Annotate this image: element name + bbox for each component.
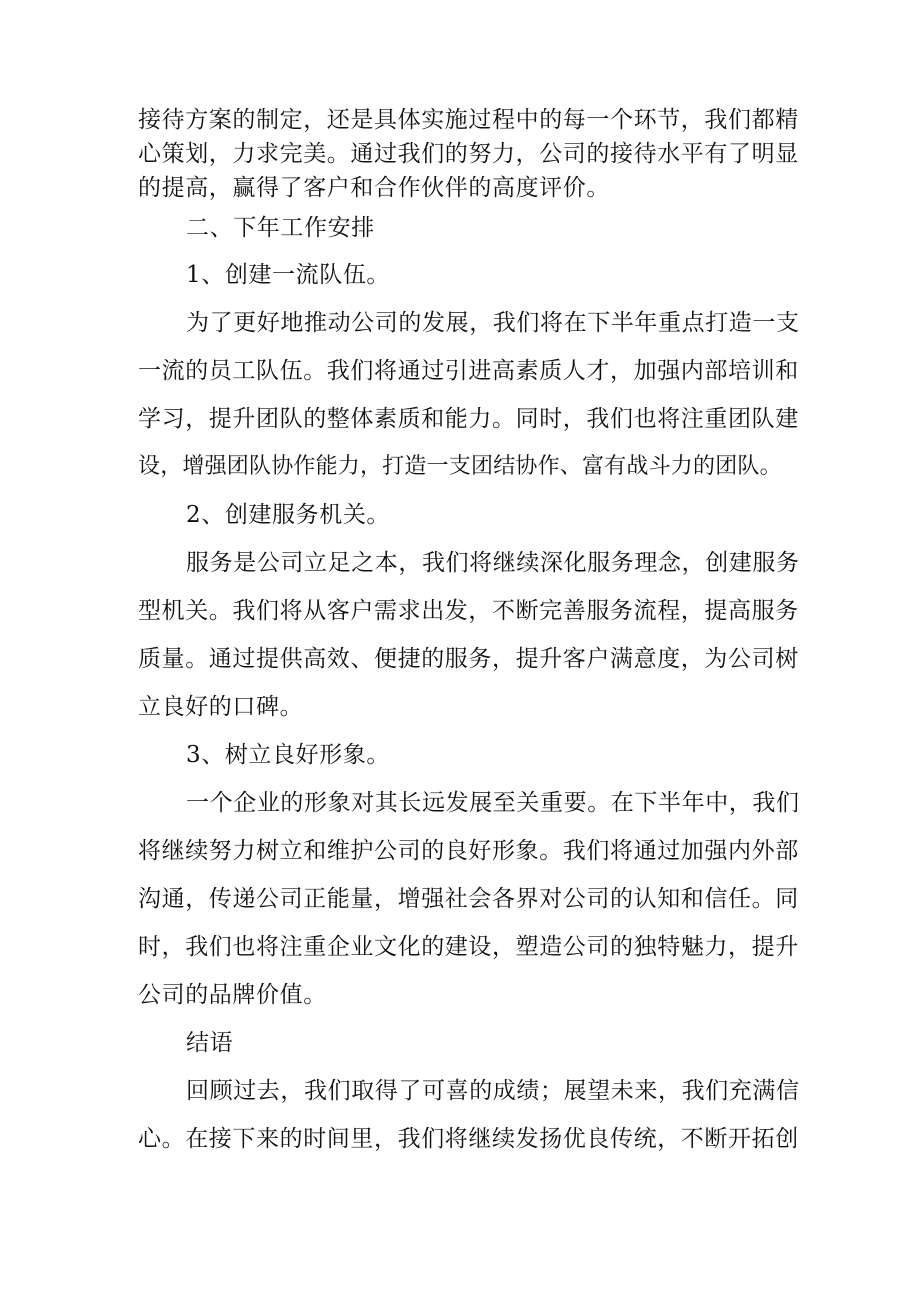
paragraph-line: 质量。通过提供高效、便捷的服务，提升客户满意度，为公司树: [138, 646, 799, 672]
paragraph-line: 时，我们也将注重企业文化的建设，塑造公司的独特魅力，提升: [138, 934, 799, 960]
paragraph-line: 为了更好地推动公司的发展，我们将在下半年重点打造一支: [186, 310, 800, 336]
subsection-heading: 3、树立良好形象。: [186, 742, 391, 768]
paragraph-line: 一流的员工队伍。我们将通过引进高素质人才，加强内部培训和: [138, 358, 799, 384]
section-heading: 二、下年工作安排: [186, 215, 375, 241]
paragraph-line: 心。在接下来的时间里，我们将继续发扬优良传统，不断开拓创: [138, 1126, 799, 1152]
paragraph-line: 接待方案的制定，还是具体实施过程中的每一个环节，我们都精: [138, 107, 799, 133]
paragraph-line: 心策划，力求完美。通过我们的努力，公司的接待水平有了明显: [138, 141, 799, 167]
paragraph-line: 回顾过去，我们取得了可喜的成绩；展望未来，我们充满信: [186, 1078, 800, 1104]
paragraph-line: 的提高，赢得了客户和合作伙伴的高度评价。: [138, 175, 610, 201]
paragraph-line: 学习，提升团队的整体素质和能力。同时，我们也将注重团队建: [138, 406, 799, 432]
subsection-heading: 1、创建一流队伍。: [186, 262, 391, 288]
paragraph-line: 服务是公司立足之本，我们将继续深化服务理念，创建服务: [186, 550, 800, 576]
paragraph-line: 型机关。我们将从客户需求出发，不断完善服务流程，提高服务: [138, 598, 799, 624]
paragraph-line: 立良好的口碑。: [138, 694, 304, 720]
paragraph-line: 将继续努力树立和维护公司的良好形象。我们将通过加强内外部: [138, 838, 799, 864]
paragraph-line: 沟通，传递公司正能量，增强社会各界对公司的认知和信任。同: [138, 886, 799, 912]
paragraph-line: 设，增强团队协作能力，打造一支团结协作、富有战斗力的团队。: [138, 454, 782, 479]
paragraph-line: 一个企业的形象对其长远发展至关重要。在下半年中，我们: [186, 790, 800, 816]
subsection-heading: 2、创建服务机关。: [186, 502, 391, 528]
paragraph-line: 公司的品牌价值。: [138, 982, 327, 1008]
section-heading: 结语: [186, 1030, 234, 1056]
